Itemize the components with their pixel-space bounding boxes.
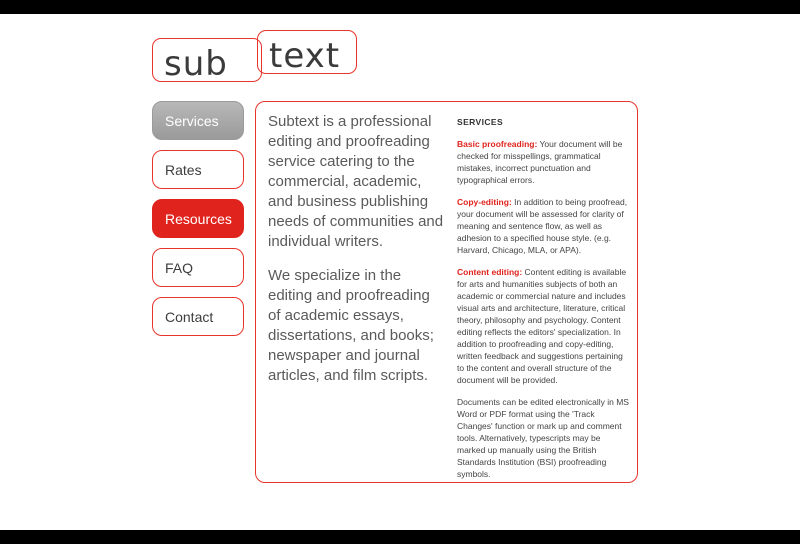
service-item-copy-editing bbox=[457, 196, 629, 256]
site-logo[interactable] bbox=[152, 30, 357, 82]
services-column bbox=[457, 116, 629, 490]
service-text-copy-editing: In addition to being proofread, your document will be assessed for clarity of meaning and sentence flow, as well as adhesion to a specified house style. (e.g. Harvard, Chicago, MLA, or APA). bbox=[457, 197, 628, 255]
service-label-content-editing: Content editing: bbox=[457, 267, 523, 277]
service-text-basic-proofreading: Your document will be checked for misspellings, grammatical mistakes, incorrect punctuation and typographical errors. bbox=[457, 139, 623, 185]
service-text-content-editing: Content editing is available for arts and humanities subjects of both an academic or commercial nature and includes visual arts and architecture, literature, critical theory, philosophy and psychology. Content editing reflects the editors' specialization. In addition to proofreading and copy-editing, written feedback and suggestions pertaining to the content and overall structure of the document will be provided. bbox=[457, 267, 627, 385]
service-label-copy-editing: Copy-editing: bbox=[457, 197, 512, 207]
intro-column bbox=[268, 112, 444, 400]
services-footnote: Documents can be edited electronically in MS Word or PDF format using the 'Track Changes' function or mark up and comment tools. Alternatively, typescripts may be marked up manually using the British Standards Institution (BSI) proofreading symbols. bbox=[457, 397, 629, 479]
nav-item-rates[interactable]: Rates bbox=[152, 150, 244, 189]
letterbox-bottom bbox=[0, 530, 800, 544]
services-heading: SERVICES bbox=[457, 117, 504, 127]
logo-word-sub: sub bbox=[164, 44, 228, 84]
letterbox-top bbox=[0, 0, 800, 14]
intro-paragraph-1: Subtext is a professional editing and proofreading service catering to the commercial, academic, and business publishing needs of communities and individual writers. bbox=[268, 113, 444, 250]
nav-item-contact[interactable]: Contact bbox=[152, 297, 244, 336]
nav-item-resources[interactable]: Resources bbox=[152, 199, 244, 238]
page-canvas bbox=[0, 14, 800, 530]
service-item-basic-proofreading bbox=[457, 138, 629, 186]
nav-item-faq[interactable]: FAQ bbox=[152, 248, 244, 287]
service-item-content-editing bbox=[457, 266, 629, 386]
nav-item-services[interactable]: Services bbox=[152, 101, 244, 140]
main-navigation bbox=[152, 101, 244, 346]
browser-page bbox=[0, 14, 800, 530]
logo-word-text: text bbox=[269, 36, 341, 76]
service-label-basic-proofreading: Basic proofreading: bbox=[457, 139, 538, 149]
intro-paragraph-2: We specialize in the editing and proofreading of academic essays, dissertations, and books; newspaper and journal articles, and film scripts. bbox=[268, 267, 434, 384]
content-panel bbox=[255, 101, 638, 483]
